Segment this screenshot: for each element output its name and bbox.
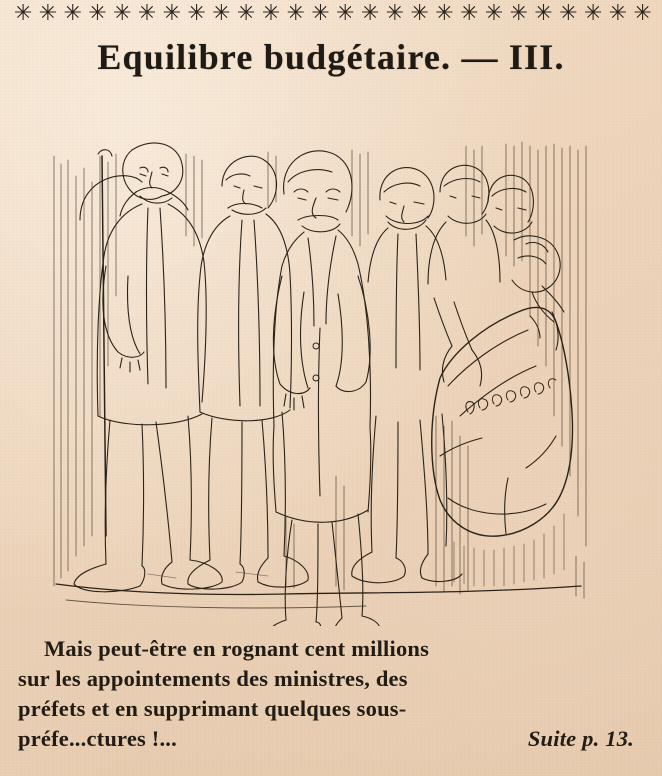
asterisk-ornament: ✳ — [509, 1, 529, 26]
caption-line-4-text: préfe...ctures !... — [18, 726, 177, 751]
asterisk-ornament: ✳ — [385, 1, 405, 26]
illustration — [36, 116, 596, 626]
asterisk-ornament: ✳ — [286, 1, 306, 26]
asterisk-ornament: ✳ — [484, 1, 504, 26]
asterisk-ornament: ✳ — [460, 1, 479, 26]
caption — [18, 634, 646, 754]
asterisk-ornament: ✳ — [38, 1, 58, 26]
asterisk-ornament: ✳ — [311, 1, 330, 26]
asterisk-ornament: ✳ — [137, 1, 157, 26]
asterisk-ornament: ✳ — [360, 1, 380, 26]
caption-line-3: préfets et en supprimant quelques sous- — [18, 696, 407, 721]
asterisk-ornament: ✳ — [435, 1, 454, 26]
caption-line-4 — [18, 724, 646, 754]
asterisk-ornament: ✳ — [583, 1, 603, 26]
asterisk-ornament: ✳ — [113, 1, 132, 26]
asterisk-ornament: ✳ — [559, 1, 578, 26]
asterisk-ornament: ✳ — [88, 1, 107, 26]
page-title: Equilibre budgétaire. — III. — [97, 37, 565, 77]
asterisk-ornament: ✳ — [410, 1, 429, 26]
asterisk-ornament: ✳ — [212, 1, 231, 26]
asterisk-ornament: ✳ — [14, 1, 33, 26]
asterisk-ornament: ✳ — [187, 1, 206, 26]
asterisk-ornament: ✳ — [237, 1, 256, 26]
asterisk-ornament: ✳ — [336, 1, 355, 26]
caption-line-2: sur les appointements des ministres, des — [18, 666, 408, 691]
asterisk-ornament: ✳ — [261, 1, 281, 26]
decorative-asterisk-border — [14, 0, 652, 30]
caption-line-1: Mais peut-être en rognant cent millions — [44, 636, 430, 661]
continuation-reference: Suite p. 13. — [527, 726, 634, 751]
asterisk-ornament: ✳ — [608, 1, 628, 26]
asterisk-ornament: ✳ — [63, 1, 82, 26]
asterisk-ornament: ✳ — [534, 1, 553, 26]
asterisk-ornament: ✳ — [162, 1, 182, 26]
asterisk-ornament: ✳ — [633, 1, 652, 26]
